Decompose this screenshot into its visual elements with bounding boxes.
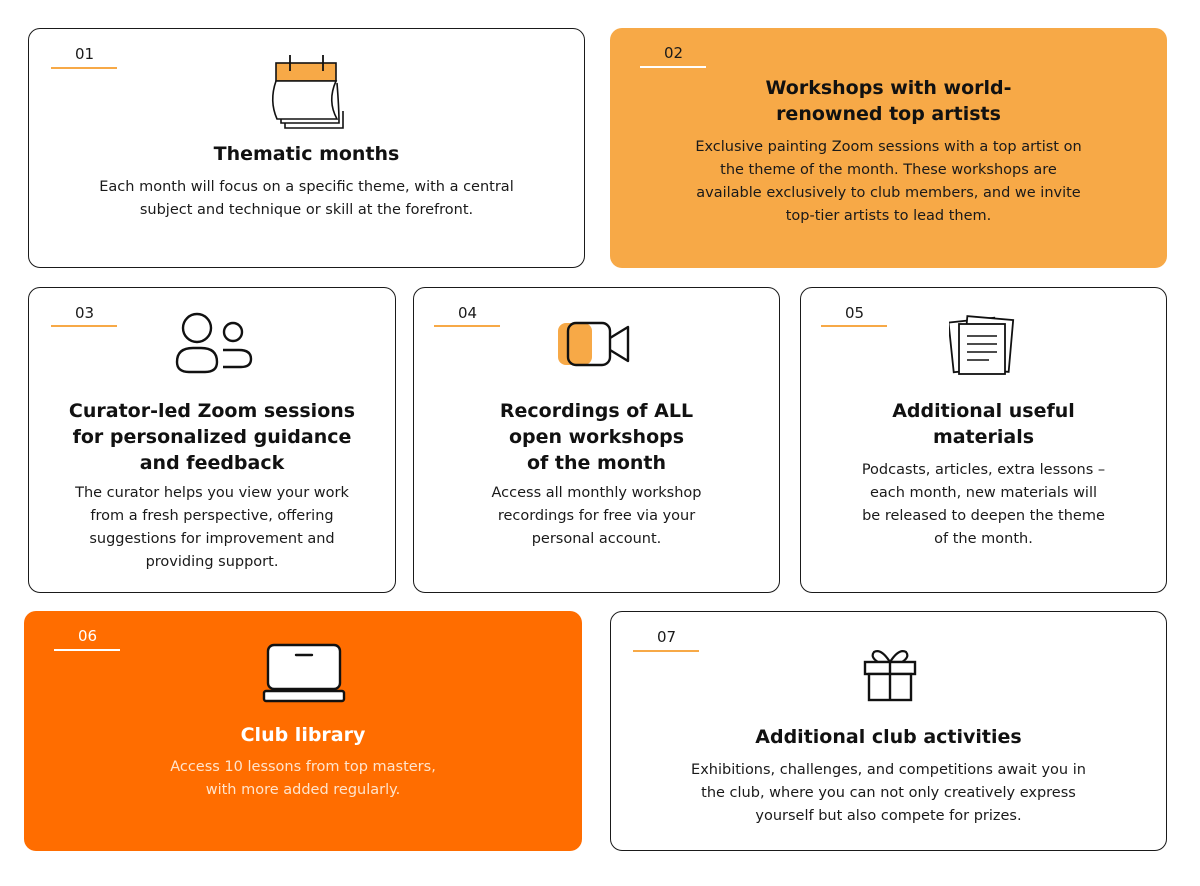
documents-icon [949,314,1019,376]
feature-card-workshops [610,28,1167,268]
card-number: 01 [75,45,95,63]
feature-card-recordings [413,287,780,593]
feature-card-club-activities [610,611,1167,851]
card-number: 03 [75,304,95,322]
card-title: Recordings of ALL open workshops of the month [499,400,694,474]
card-number: 06 [78,627,98,645]
card-title: Club library [240,724,366,746]
laptop-icon [262,641,346,705]
card-number-underline [51,325,117,327]
card-description: Access all monthly workshop recordings for free via your personal account. [491,485,702,547]
card-title: Additional club activities [755,726,1022,748]
card-number-underline [51,67,117,69]
card-number-underline [54,649,120,651]
card-title: Additional useful materials [892,400,1075,448]
card-number-underline [821,325,887,327]
card-number: 04 [458,304,478,322]
card-number: 05 [845,304,865,322]
feature-card-curator-sessions [28,287,396,593]
card-number-underline [633,650,699,652]
card-number-underline [640,66,706,68]
card-number: 02 [664,44,684,62]
card-number: 07 [657,628,677,646]
users-icon [171,310,255,374]
card-description: Podcasts, articles, extra lessons – each month, new materials will be released to deepen the theme of the month. [861,462,1106,547]
card-description: Exclusive painting Zoom sessions with a top artist on the theme of the month. These workshops are available exclusively to club members, and we invite top-tier artists to lead them. [695,139,1082,224]
card-number-underline [434,325,500,327]
card-description: Exhibitions, challenges, and competitions await you in the club, where you can not only creatively express yourself but also compete for prizes. [691,762,1086,824]
video-camera-icon [556,318,632,370]
feature-card-thematic-months [28,28,585,268]
feature-card-materials [800,287,1167,593]
calendar-icon [265,53,345,129]
card-title: Workshops with world- renowned top artists [765,77,1012,125]
card-title: Curator-led Zoom sessions for personalized guidance and feedback [68,400,356,474]
card-description: Access 10 lessons from top masters, with more added regularly. [170,759,436,798]
card-description: Each month will focus on a specific theme, with a central subject and technique or skill at the forefront. [99,179,514,218]
gift-icon [861,646,919,704]
card-title: Thematic months [213,143,400,165]
card-description: The curator helps you view your work from a fresh perspective, offering suggestions for improvement and providing support. [75,485,349,570]
feature-card-club-library [24,611,582,851]
